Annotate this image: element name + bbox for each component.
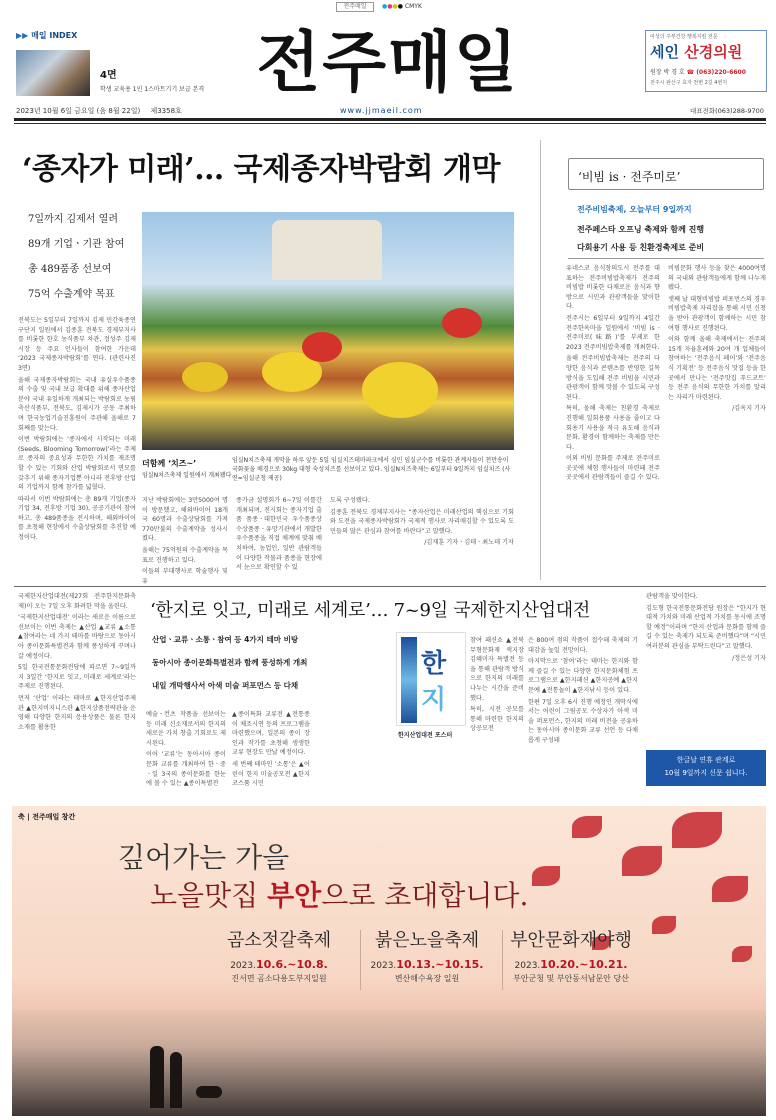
maple-leaf-shape: [672, 812, 722, 848]
right-story-sub: 전주비빔축제, 오늘부터 9일까지: [577, 205, 692, 214]
clinic-name-b: 산경의원: [684, 43, 743, 61]
person-silhouette: [150, 1046, 164, 1108]
lead-subhead: 89개 기업ㆍ기관 참여: [28, 239, 125, 250]
right-column-2: [668, 264, 766, 416]
paragraph: 도록 구성됐다.: [330, 497, 370, 504]
issue-number: 제3358호: [150, 107, 182, 115]
paragraph: ▲종이특화 교류전 ▲전통종이 체조시연 등의 프로그램을 마련했으며, 일본의 종이 장인과 작가를 초청해 생생한 교류 현장도 만날 예정이다.: [232, 711, 310, 757]
paragraph: 이외 비빔 문화를 주제로 전주미로 곳곳에 체험 행사들이 마련돼 전주 곳곳에서 관람객들이 즐길 수 있다.: [566, 455, 660, 482]
byline: /김재훈 기자ㆍ김태ㆍ최노데 기자: [424, 539, 514, 547]
clinic-name: [650, 41, 742, 62]
paragraph: 예술ㆍ컨츠 작품을 선보이는 등 미래 신소재로서의 한지의 새로운 가치 창출 기회로도 제시된다.: [146, 711, 226, 747]
paragraph: 셋째 날 대형비빔밥 퍼포먼스의 경우 비빔밥축제 자리잡을 통해 시민 신청을 받아 관광객이 함께하는 시민 참여형 행사로 진행된다.: [668, 295, 766, 332]
paragraph: 김종훈 전북도 경제부지사는 “종자산업은 미래산업의 핵심으로 기회와 도전을 국제종자박람회가 국제적 행사로 자리매김할 수 있도록 도민들의 많은 관심과 참여를 바란다”고 말했다.: [330, 508, 514, 535]
paragraph: ‘국제한지산업대전’ 이라는 새로운 이름으로 선보이는 이번 축제는 ▲산업 ▲교류 ▲소통 ▲참여라는 네 가지 테마를 바탕으로 동아시아 종이문화특별전과 함께 풍성하게 꾸며나갈 예정이다.: [18, 614, 136, 660]
festival-item[interactable]: [506, 926, 636, 984]
section-rule: [14, 586, 766, 587]
photo-caption-sub: 임실N치즈축제 일원에서 개최됐다.: [142, 472, 234, 479]
paragraph: 이번 박람회에는 ‘종자에서 시작되는 미래(Seeds, Blooming Tomorrow)’라는 주제로 종자의 중요성과 무한한 가치를 재조명 할 수 있는 기회와 산업 박람회로서 면모를 갖추기 위해 종자기업뿐 아니라 전후방 산업의 기업까지 함께 참가를 넓혔다.: [18, 436, 136, 492]
paragraph: 이어 ‘교류’는 동아시아 종이문화 교류를 개최하여 한ㆍ중ㆍ일 3국의 종이문화를 한눈에 볼 수 있는 ▲종이특별전: [146, 751, 226, 788]
festival-name: 붉은노을축제: [374, 930, 480, 951]
second-subhead: 내일 개막행사서 아색 미술 퍼포먼스 등 다채: [152, 681, 299, 690]
cmyk-marks: ●●●● CMYK: [382, 3, 422, 10]
second-subhead: 동아시아 종이문화특별전과 함께 풍성하게 개최: [152, 658, 308, 667]
paragraph: 김도형 한국전통문화전당 원장은 “한지가 현대적 가치와 미래 산업적 가치를 동시에 조명할 예정”이라며 “한지 산업과 문화를 함께 즐길 수 있는 축제가 되도록 준비했다”며 “시민 여러분의 관심을 부탁드린다”고 말했다.: [646, 604, 766, 650]
festival-item[interactable]: [362, 926, 492, 984]
header-rule-thin: [14, 123, 766, 124]
paragraph: 올해는 75억원의 수출계약을 목표로 진행하고 있다.: [142, 546, 228, 564]
paragraph: 올해 국제종자박람회는 국내 유실우수품종의 수출 및 국내 보급 확대를 위해 종자산업 분야 국내 유일하게 개최되는 박람회로 농림축산식품부, 전북도, 김제시가 공동 주최하며 한국농업기술진흥원이 주관해 올해로 7회째를 맞는다.: [18, 376, 136, 432]
ad-headline-2: [150, 874, 528, 914]
festival-days: 10.20.~10.21.: [540, 958, 628, 971]
festival-name: 부안문화재야행: [510, 930, 632, 951]
clinic-tel: ☎ (063)220-6600: [686, 69, 746, 76]
paragraph: 한편 7일 오후 6시 진행 예정인 개막식에서는 어린이 그림공모 수상자가 아색 미술 퍼포먼스, 한지의 미래 비전을 공유하는 동아시아 종이문화 교류 선언 등 다채롭게 구성돼: [528, 698, 638, 744]
festival-date: [214, 958, 344, 971]
paragraph: 마지막으로 ‘참여’라는 테마는 한지와 함께 즐길 수 있는 다양한 한지문화체험 프로그램으로 ▲한지패션 ▲한지공예 ▲한지문예 ▲전통놀이 ▲한지낚시 등이 있다.: [528, 658, 638, 694]
lead-column-2: [142, 496, 228, 588]
poster-ji: 지: [421, 685, 447, 715]
play-icon: ▶▶: [16, 31, 29, 40]
festival-name: 곰소젓갈축제: [226, 930, 332, 951]
festival-date: [506, 958, 636, 971]
right-story-sub: 다회용기 사용 등 친환경축제로 준비: [577, 243, 705, 252]
cmyk-label: CMYK: [404, 3, 422, 10]
paragraph: 특히, 시전 공모를 통해 마련한 한지의상공모전: [470, 706, 524, 733]
festival-year: 2023.: [230, 961, 256, 971]
right-column-1: [566, 264, 660, 485]
sunset-sea: [12, 1010, 766, 1116]
paragraph: 관람객을 맞이한다.: [646, 593, 698, 600]
second-subhead: 산업ㆍ교류ㆍ소통ㆍ참여 등 4가지 테마 비탕: [152, 635, 299, 644]
ad-headline-1: 깊어가는 가을: [118, 841, 290, 874]
ad-headline-pre: 노을맛집: [150, 879, 268, 912]
paragraph: 올해 전주비빔밥축제는 전주의 다양한 음식과 콘텐츠를 반영한 길목 방식을 도입해 전주 비빔을 시민과 관광객이 함께 맛볼 수 있도록 구성된다.: [566, 355, 660, 401]
byline: /정은성 기자: [732, 654, 766, 662]
ad-headline-place: 부안: [267, 879, 322, 912]
notice-line: 한글날 연휴 관계로: [676, 756, 736, 764]
index-page: 4면: [100, 70, 117, 81]
lead-column-4: [330, 496, 514, 550]
lead-subhead: 7일까지 김제서 열려: [28, 214, 118, 225]
cheese-shape: [442, 308, 482, 338]
clinic-contact: [650, 67, 746, 76]
lead-photo[interactable]: [142, 212, 514, 450]
maple-leaf-shape: [532, 866, 560, 886]
right-story-sub: 전주페스타 오프닝 축제와 함께 진행: [577, 225, 705, 234]
festival-days: 10.6.~10.8.: [255, 958, 328, 971]
hanji-poster[interactable]: [396, 632, 466, 726]
festival-divider: [502, 930, 503, 990]
festival-days: 10.13.~10.15.: [396, 958, 484, 971]
lead-subheads: [28, 210, 124, 310]
paragraph: 전북도는 5일부터 7일까지 김제 민간육종연구단지 일원에서 김종훈 전북도 경제부지사를 비롯한 한호 농식품부 차관, 정성주 김제시장 등 주요 인사들이 참여한 가운데 ‘2023 국제종자박람회’를 연다. (관련사진 3면): [18, 317, 136, 372]
paragraph: 국제한지산업대전(제27회 전주한지문화축제)이 오는 7일 오후 화려한 막을 올린다.: [18, 593, 136, 610]
lead-subhead: 75억 수출계약 목표: [28, 289, 115, 300]
clinic-slogan: 여성의 주부건강 행복지킴 전문: [650, 34, 718, 40]
lead-headline[interactable]: ‘종자가 미래’… 국제종자박람회 개막: [22, 152, 500, 187]
cheese-shape: [362, 362, 438, 418]
right-story-title[interactable]: ‘비빔 is · 전주미로’: [578, 170, 681, 184]
ad-headline-post: 으로 초대합니다.: [321, 879, 529, 912]
paragraph: 이와 함께 올해 축제에서는 전주의 15개 자율혼례와 20여 개 업체들이 참여하는 ‘전주음식 페어’와 ‘전주음식 기획전’ 등 전주음식 맛집 등을 한곳에서 만나는 ‘전주맛집 푸드코트’ 등 전주 음식의 무한한 가치를 알리는 자리가 마련된다.: [668, 336, 766, 401]
index-desc[interactable]: 학생 교육용 1인 1스마트기기 보급 본격: [100, 86, 205, 93]
edition-tag: 전주매일: [336, 2, 374, 12]
person-silhouette: [170, 1052, 182, 1108]
phone-number: 대표전화(063)288-9700: [690, 107, 764, 115]
second-subheads: [152, 634, 307, 703]
index-photo[interactable]: [16, 50, 90, 96]
festival-place: 부안군청 및 부안동서남문안 당산: [513, 974, 629, 983]
paragraph: 특히, 올해 축제는 친환경 축제로 진행해 일회용품 사용을 줄이고 다회용기 사용을 적극 유도해 음식과 문화, 환경이 함께하는 축제를 만든다.: [566, 405, 660, 451]
paragraph: 비빔문화 행사 등을 찾은 4000여명의 국내외 관람객들에게 함께 나누게 됐다.: [668, 265, 766, 292]
festival-year: 2023.: [370, 961, 397, 971]
notice-line: 10월 9일까지 신문 쉽니다.: [664, 769, 748, 777]
notice-box: [646, 750, 766, 786]
festival-item[interactable]: [214, 926, 344, 984]
lead-column-1: [18, 316, 136, 545]
rule: [568, 258, 764, 259]
second-column-2: [146, 710, 226, 791]
lead-column-3: [236, 496, 322, 575]
maple-leaf-shape: [652, 916, 676, 934]
maple-leaf-shape: [732, 946, 752, 962]
second-column-3: [232, 710, 310, 791]
poster-bar: [401, 637, 417, 723]
paragraph: 종가금 설명회가 6~7일 이틀간 개최되며, 전시회는 종자기업 출품 품종ㆍ대한민국 우수품종상 수상품종ㆍ유망기관에서 개발한 우수품종을 직접 체계에 맞춰 배치하여, 농업인, 일반 관람객들이 다양한 작물과 품종을 현장에서 눈으로 확인할 수 있: [236, 497, 322, 572]
lead-subhead: 총 489품종 선보여: [28, 264, 112, 275]
ad-label: 축 | 전주매일 창간: [18, 813, 76, 821]
paragraph: 은 800여 점의 작품이 접수돼 축제의 기대감을 높일 전망이다.: [528, 637, 638, 654]
paragraph: 이들의 부대행사로 학술행사 및 유: [142, 568, 228, 585]
festival-year: 2023.: [514, 961, 541, 971]
column-divider: [540, 140, 541, 580]
paragraph: 전주시는 6일부터 9일까지 4일간 전주한옥마을 일원에서 ‘비빔 is · 전주미로(味路)’를 부제로 한 2023 전주비빔밥축제를 개최한다.: [566, 314, 660, 351]
paragraph: 참여 패션쇼 ▲전북무형문화재 색지장 김혜미자 특별전 등을 통해 관람객 방식으로 한지의 미래를 나누는 시간을 준비했다.: [470, 637, 524, 702]
website-link[interactable]: www.jjmaeil.com: [340, 106, 423, 115]
paragraph: 따라서 이번 박람회에는 총 89개 기업(종자기업 34, 전후방 기업 30), 공공기관이 참여하고, 총 489품종을 전시하며, 해외바이어를 초청해 현장에서 수출상담회를 추진할 예정이다.: [18, 495, 136, 542]
paragraph: 5일 한국전통문화전당에 따르면 7~9일까지 3일간 ‘한지로 잇고, 미래로 세계로’라는 주제로 진행된다.: [18, 664, 136, 691]
second-column-6: [646, 592, 766, 665]
index-label: [16, 30, 77, 41]
header-rule: [14, 118, 766, 121]
paragraph: 지난 박람회에는 3만5000여 명이 방문했고, 해외바이어 18개국 60명과 수출상담회를 가져 770만불의 수출계약을 성사시켰다.: [142, 497, 228, 543]
building-shape: [272, 220, 382, 280]
dog-silhouette: [196, 1086, 222, 1098]
masthead-logo: 전주매일: [256, 23, 520, 101]
paragraph: 유네스코 음식창의도시 전주를 대표하는 전주비빔밥축제가 전주의 비빔밥 비롯한 다채로운 음식과 향방으로 시민과 관광객들을 맞이한다.: [566, 265, 660, 311]
dateline: [16, 106, 182, 116]
second-column-1: [18, 592, 136, 734]
photo-caption-title: 더함께 ‘치즈~’: [142, 459, 197, 468]
festival-place: 변산해수욕장 일원: [394, 974, 460, 983]
date: 2023년 10월 6일 금요일 (음 8월 22일): [16, 107, 141, 115]
cheese-shape: [182, 362, 228, 392]
maple-leaf-shape: [572, 816, 602, 838]
maple-leaf-shape: [712, 876, 748, 902]
clinic-address: 전주시 완산구 효자 천변 2길 4번지: [650, 80, 728, 86]
poster-caption: 한지산업대전 포스터: [398, 732, 453, 739]
photo-caption: 임실N치즈축제 개막을 하루 앞둔 5일 임실치즈테마파크에서 심민 임실군수를 비롯한 관계자들이 천만송이 국화꽃을 배경으로 30kg 대형 숙성치즈를 선보이고 있다. 임실N치즈축제는 6일부터 9일까지 임실치즈 (사진=임실군청 제공): [232, 457, 511, 482]
festival-place: 진서면 곰소다용도부지일원: [231, 974, 327, 983]
second-column-5: [528, 636, 638, 748]
clinic-name-a: 세인: [650, 43, 679, 61]
poster-han: 한: [421, 649, 447, 679]
festival-divider: [360, 930, 361, 990]
second-column-4: [470, 636, 524, 736]
maple-leaf-shape: [622, 846, 662, 876]
second-headline[interactable]: ‘한지로 잇고, 미래로 세계로’… 7~9일 국제한지산업대전: [150, 600, 590, 621]
clinic-director: 원장 박 경 호: [650, 69, 685, 76]
festival-date: [362, 958, 492, 971]
clinic-ad[interactable]: [645, 30, 767, 92]
cheese-shape: [302, 332, 342, 362]
index-title: 매일 INDEX: [31, 31, 78, 40]
paragraph: 먼저 ‘산업’ 이라는 테마로 ▲한지산업주제관 ▲한지비지니스관 ▲한지상품전략관을 운영해 다양한 한지의 응용상품은 물론 한지 소재를 활용한: [18, 694, 136, 731]
byline: /김옥지 기자: [732, 405, 766, 413]
paragraph: 세 번째 테마인 ‘소통’은 ▲어린이 한지 미술공모전 ▲한지 코스튬 시민: [232, 760, 310, 788]
